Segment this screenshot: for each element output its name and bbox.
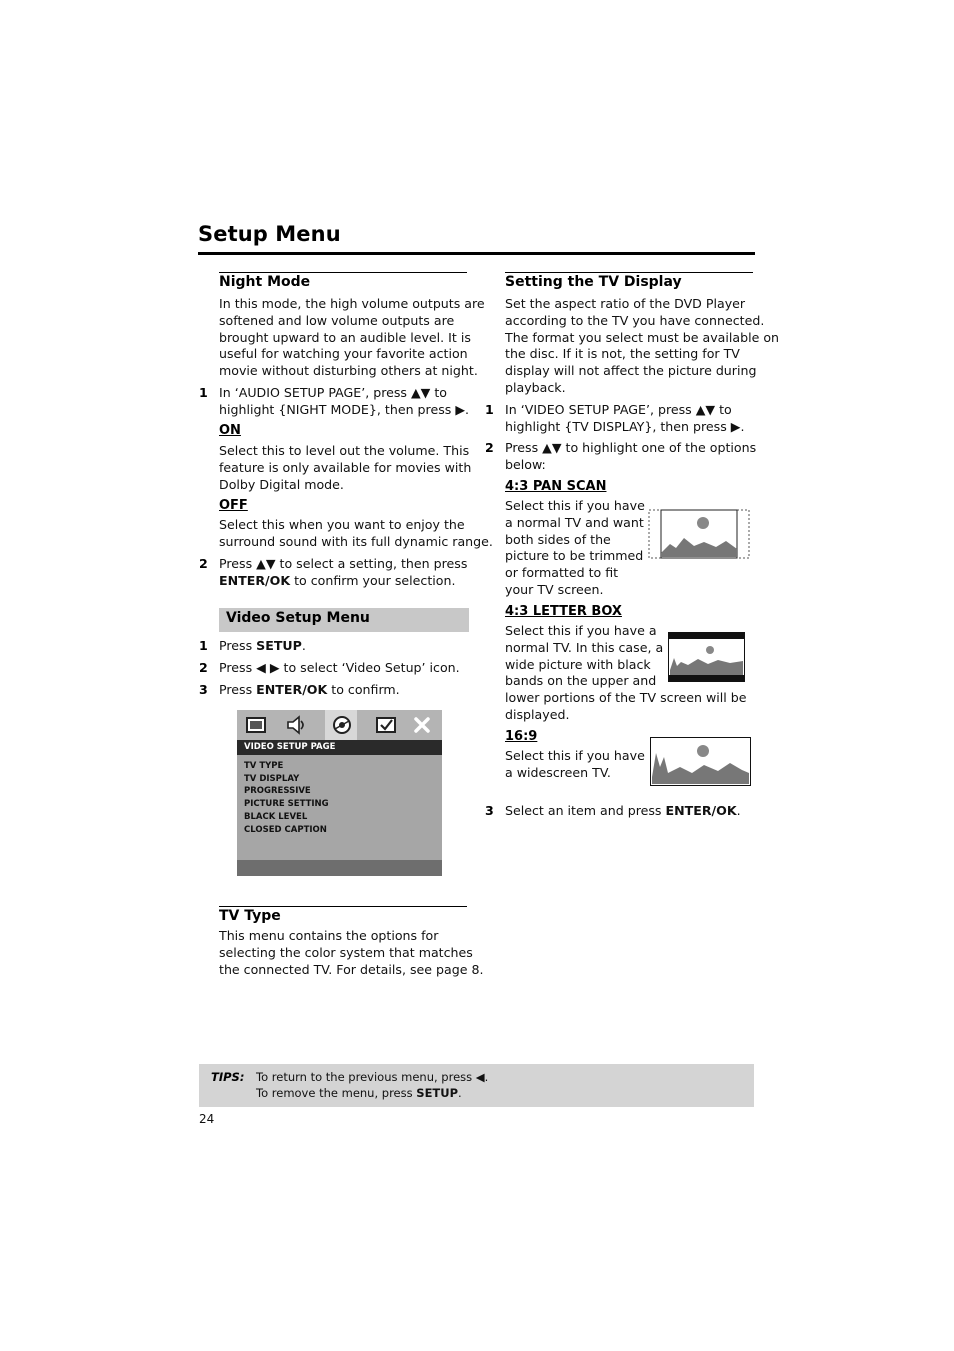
text-line: The format you select must be available on xyxy=(505,329,780,345)
key-name: SETUP xyxy=(256,638,302,653)
option-letter-box-label: 4:3 LETTER BOX xyxy=(505,604,622,619)
osd-menu-item: PROGRESSIVE xyxy=(244,786,311,796)
text-line: In ‘VIDEO SETUP PAGE’, press ▲▼ to xyxy=(505,402,732,417)
widescreen-illustration xyxy=(650,737,751,786)
step-number: 1 xyxy=(199,385,208,400)
tv-display-heading: Setting the TV Display xyxy=(505,274,682,290)
audio-setup-icon xyxy=(285,714,307,736)
section-rule xyxy=(219,272,467,273)
text-fragment: To remove the menu, press xyxy=(256,1086,417,1100)
text-line: In ‘AUDIO SETUP PAGE’, press ▲▼ to xyxy=(219,385,448,400)
tips-box xyxy=(199,1064,754,1107)
text-line: wide picture with black xyxy=(505,656,651,672)
general-setup-icon xyxy=(245,714,267,736)
text-line: softened and low volume outputs are xyxy=(219,312,455,328)
text-line: displayed. xyxy=(505,706,570,722)
page-number: 24 xyxy=(199,1112,215,1126)
tips-line: To return to the previous menu, press ◀. xyxy=(256,1070,489,1084)
text-line: Select this if you have a xyxy=(505,623,657,638)
text-line: Set the aspect ratio of the DVD Player xyxy=(505,296,746,311)
text-line: surround sound with its full dynamic range. xyxy=(219,533,493,549)
option-pan-scan-desc xyxy=(505,498,645,599)
tv-display-step1 xyxy=(505,402,744,436)
text-line: the disc. If it is not, the setting for TV xyxy=(505,346,740,362)
video-step3 xyxy=(219,682,400,699)
title-rule xyxy=(198,252,755,255)
text-line: according to the TV you have connected. xyxy=(505,312,765,328)
osd-menu-item: BLACK LEVEL xyxy=(244,812,308,822)
text-fragment: to confirm. xyxy=(327,682,400,697)
text-fragment: . xyxy=(301,638,306,653)
text-line xyxy=(219,573,467,590)
text-line: a normal TV and want xyxy=(505,514,644,530)
text-fragment: Select an item and press xyxy=(505,803,666,818)
night-mode-intro xyxy=(219,296,485,380)
option-pan-scan-label: 4:3 PAN SCAN xyxy=(505,479,607,494)
night-mode-heading: Night Mode xyxy=(219,274,311,290)
key-name: SETUP xyxy=(416,1086,459,1100)
option-off-desc xyxy=(219,517,493,551)
text-line: a widescreen TV. xyxy=(505,764,611,780)
text-line: Select this if you have xyxy=(505,748,645,763)
text-line: your TV screen. xyxy=(505,581,604,597)
text-line: normal TV. In this case, a xyxy=(505,639,664,655)
key-name: ENTER/OK xyxy=(256,682,328,697)
text-line: Select this when you want to enjoy the xyxy=(219,517,465,532)
option-16-9-desc xyxy=(505,748,645,782)
text-fragment: . xyxy=(736,803,741,818)
text-line: Select this if you have xyxy=(505,498,645,513)
option-16-9-label: 16:9 xyxy=(505,729,538,744)
text-line: This menu contains the options for xyxy=(219,928,439,943)
option-off-label: OFF xyxy=(219,498,248,513)
text-line: Select this to level out the volume. This xyxy=(219,443,470,458)
exit-icon xyxy=(411,714,433,736)
step-number: 3 xyxy=(485,803,494,818)
text-line: Press ▲▼ to select a setting, then press xyxy=(219,556,468,571)
video-setup-heading-bar xyxy=(219,608,469,632)
text-line: below: xyxy=(505,456,546,472)
text-fragment: to confirm your selection. xyxy=(290,572,456,588)
video-setup-heading: Video Setup Menu xyxy=(226,610,370,626)
text-line: playback. xyxy=(505,379,566,395)
night-mode-step1 xyxy=(219,385,469,419)
page-title: Setup Menu xyxy=(198,222,341,246)
section-rule xyxy=(505,272,753,273)
text-line: or formatted to fit xyxy=(505,565,619,581)
text-fragment: Press xyxy=(219,682,257,697)
text-line: the connected TV. For details, see page 8. xyxy=(219,961,484,977)
text-line: feature is only available for movies with xyxy=(219,459,472,475)
video-setup-osd xyxy=(237,710,442,876)
text-line: picture to be trimmed xyxy=(505,548,644,564)
option-on-label: ON xyxy=(219,423,241,438)
osd-page-title: VIDEO SETUP PAGE xyxy=(244,742,336,752)
step-number: 1 xyxy=(485,402,494,417)
osd-page-header xyxy=(237,740,442,755)
text-line: Press ▲▼ to highlight one of the options xyxy=(505,440,757,455)
step-number: 2 xyxy=(199,556,208,571)
option-on-desc xyxy=(219,443,471,493)
step-number: 2 xyxy=(485,440,494,455)
text-line: highlight {TV DISPLAY}, then press ▶. xyxy=(505,418,745,434)
preference-setup-icon xyxy=(375,714,397,736)
osd-menu-item: CLOSED CAPTION xyxy=(244,825,327,835)
tips-line xyxy=(256,1086,462,1100)
video-step2: Press ◀ ▶ to select ‘Video Setup’ icon. xyxy=(219,660,460,675)
text-fragment: . xyxy=(458,1086,462,1100)
text-line: both sides of the xyxy=(505,531,611,547)
text-fragment: Press xyxy=(219,638,257,653)
tv-type-desc xyxy=(219,928,484,978)
section-rule xyxy=(219,906,467,907)
text-line: display will not affect the picture during xyxy=(505,363,757,379)
text-line: highlight {NIGHT MODE}, then press ▶. xyxy=(219,401,470,417)
tv-display-step3 xyxy=(505,803,741,820)
text-line: movie without disturbing others at night. xyxy=(219,363,478,379)
letter-box-illustration xyxy=(668,632,745,682)
step-number: 3 xyxy=(199,682,208,697)
text-line: lower portions of the TV screen will be xyxy=(505,690,747,706)
tips-label: TIPS: xyxy=(211,1070,245,1084)
text-line: useful for watching your favorite action xyxy=(219,346,468,362)
key-name: ENTER/OK xyxy=(219,572,291,588)
osd-footer xyxy=(237,860,442,876)
text-line: selecting the color system that matches xyxy=(219,944,473,960)
video-step1 xyxy=(219,638,306,655)
osd-menu-item: TV DISPLAY xyxy=(244,774,300,784)
tv-display-intro xyxy=(505,296,779,397)
key-name: ENTER/OK xyxy=(665,803,737,818)
step-number: 1 xyxy=(199,638,208,653)
text-line: bands on the upper and xyxy=(505,673,657,689)
night-mode-step2 xyxy=(219,556,467,590)
tv-type-heading: TV Type xyxy=(219,908,281,924)
step-number: 2 xyxy=(199,660,208,675)
osd-menu-item: PICTURE SETTING xyxy=(244,799,329,809)
text-line: brought upward to an audible level. It is xyxy=(219,329,471,345)
tv-display-step2 xyxy=(505,440,756,474)
pan-scan-illustration xyxy=(648,508,750,560)
osd-icon-bar xyxy=(237,710,442,740)
text-line: Dolby Digital mode. xyxy=(219,476,344,492)
text-line: In this mode, the high volume outputs are xyxy=(219,296,485,311)
osd-menu-item: TV TYPE xyxy=(244,761,284,771)
video-setup-icon xyxy=(331,714,353,736)
